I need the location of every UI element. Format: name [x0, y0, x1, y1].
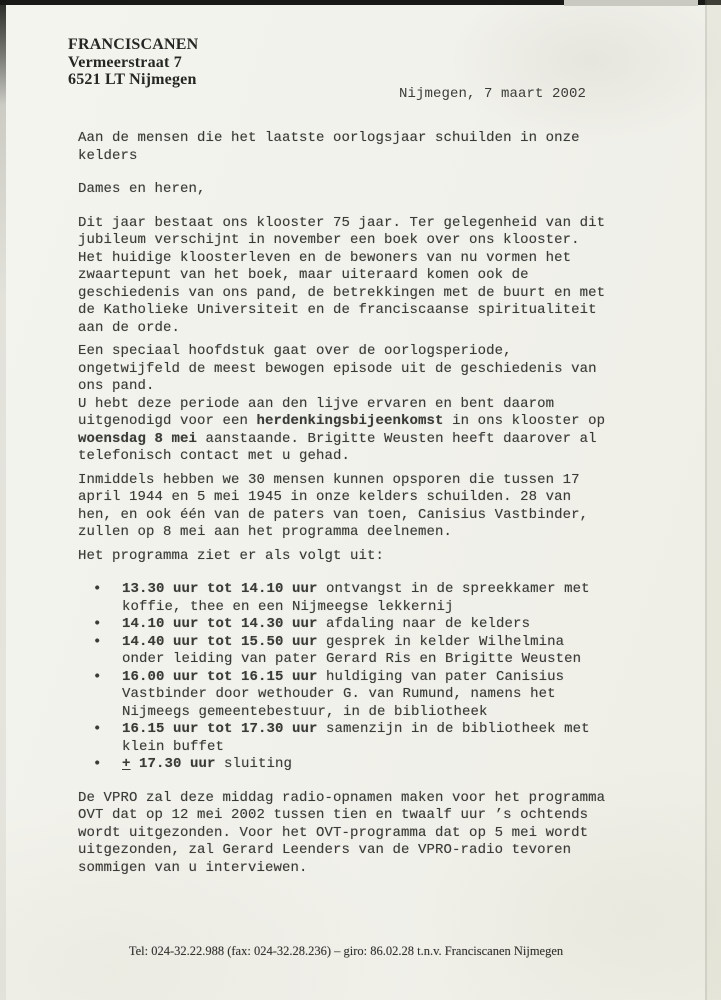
- dateline: Nijmegen, 7 maart 2002: [399, 86, 587, 102]
- text-line: [78, 825, 653, 843]
- text-line: [122, 739, 653, 757]
- program-item: [93, 616, 653, 634]
- text-segment: Het huidige kloosterleven en de bewoners van nu vormen het: [78, 249, 572, 266]
- text-line: [78, 285, 653, 303]
- program-item-text: [122, 669, 653, 722]
- program-item-text: [122, 721, 653, 756]
- bullet-icon: •: [93, 633, 102, 650]
- text-line: [78, 181, 653, 199]
- text-segment: kelders: [78, 147, 138, 164]
- sender-name: FRANCISCANEN: [68, 36, 199, 53]
- text-segment: herdenkingsbijeenkomst: [256, 413, 444, 429]
- text-segment: afdaling naar de kelders: [317, 616, 531, 632]
- program-item-text: [122, 634, 653, 669]
- bullet-icon: •: [93, 581, 102, 597]
- text-segment: OVT dat op 12 mei 2002 tussen tien en twaalf uur ’s ochtends: [78, 807, 589, 823]
- text-line: [78, 548, 653, 566]
- text-segment: samenzijn in de bibliotheek met: [317, 721, 590, 737]
- program-item-text: [122, 616, 653, 634]
- text-line: [78, 431, 653, 449]
- program-item: [93, 721, 653, 756]
- program-list: [93, 581, 653, 774]
- scan-artifact-top-bar-light: [564, 0, 698, 6]
- program-item-text: [122, 581, 653, 616]
- text-line: [78, 320, 653, 338]
- text-line: [78, 378, 653, 396]
- text-line: [122, 599, 653, 617]
- text-segment: aan de orde.: [78, 319, 181, 336]
- p-vpro: [78, 790, 653, 878]
- text-line: [122, 669, 653, 687]
- text-line: [122, 721, 653, 739]
- letterhead: [68, 36, 198, 89]
- text-segment: Vastbinder door wethouder G. van Rumund, namens het: [122, 686, 556, 702]
- text-segment: Nijmeegs gemeentebestuur, in de bibliotheek: [122, 703, 488, 720]
- footer-contact: Tel: 024-32.22.988 (fax: 024-32.28.236) – giro: 86.02.28 t.n.v. Franciscanen Nijmegen: [128, 944, 564, 958]
- text-segment: april 1944 en 5 mei 1945 in onze kelders schuilden. 28 van: [78, 489, 572, 505]
- program-item-text: [122, 756, 653, 774]
- text-line: [78, 413, 653, 431]
- p-jubileum: [78, 215, 653, 338]
- text-line: [122, 651, 653, 669]
- bullet-icon: •: [93, 721, 102, 737]
- text-line: [78, 267, 653, 285]
- text-line: [78, 860, 653, 878]
- program-item: [93, 634, 653, 669]
- text-segment: 16.00 uur tot 16.15 uur: [122, 668, 318, 685]
- text-segment: +: [122, 756, 131, 772]
- text-segment: 17.30 uur: [130, 756, 216, 772]
- text-segment: zwaartepunt van het boek, maar uiteraard komen ook de: [78, 267, 529, 283]
- text-segment: de Katholieke Universiteit en de franciscaanse spiritualiteit: [78, 302, 597, 318]
- text-segment: zullen op 8 mei aan het programma deelnemen.: [78, 524, 453, 540]
- text-segment: Aan de mensen die het laatste oorlogsjaar schuilden in onze: [78, 130, 580, 146]
- p-oorlogsperiode: [78, 343, 653, 466]
- text-line: [78, 232, 653, 250]
- text-segment: aanstaande. Brigitte Weusten heeft daarover al: [197, 430, 597, 447]
- p-programma-intro: [78, 548, 653, 566]
- text-segment: ons pand.: [78, 378, 155, 394]
- text-line: [122, 686, 653, 704]
- text-line: [122, 756, 653, 774]
- text-segment: Het programma ziet er als volgt uit:: [78, 547, 385, 564]
- text-segment: uitgezonden, zal Gerard Leenders van de VPRO-radio tevoren: [78, 842, 572, 858]
- text-segment: gesprek in kelder Wilhelmina: [317, 633, 565, 650]
- letter-body: [78, 130, 653, 893]
- text-segment: 13.30 uur tot 14.10 uur: [122, 581, 318, 597]
- text-segment: 16.15 uur tot 17.30 uur: [122, 721, 318, 737]
- p-opsporing: [78, 472, 653, 542]
- text-line: [78, 472, 653, 490]
- text-segment: ontvangst in de spreekkamer met: [317, 581, 590, 597]
- text-segment: woensdag 8 mei: [78, 430, 198, 447]
- sender-street: Vermeerstraat 7: [68, 53, 182, 71]
- text-line: [78, 343, 653, 361]
- text-line: [78, 507, 653, 525]
- text-line: [122, 616, 653, 634]
- recipient: [78, 130, 653, 165]
- text-line: [78, 361, 653, 379]
- text-line: [78, 524, 653, 542]
- text-segment: geschiedenis van ons pand, de betrekkingen met de buurt en met: [78, 284, 606, 301]
- sender-city: 6521 LT Nijmegen: [68, 71, 197, 88]
- scan-artifact-left-edge: [0, 0, 6, 1000]
- text-segment: in ons klooster op: [443, 413, 606, 429]
- text-line: [78, 215, 653, 233]
- text-line: [78, 790, 653, 808]
- scan-artifact-right-strip: [707, 0, 721, 1000]
- text-segment: wordt uitgezonden. Voor het OVT-programma dat op 5 mei wordt: [78, 824, 589, 841]
- salutation: [78, 181, 653, 199]
- program-item: [93, 669, 653, 722]
- text-segment: De VPRO zal deze middag radio-opnamen maken voor het programma: [78, 789, 606, 806]
- text-line: [78, 842, 653, 860]
- text-segment: huldiging van pater Canisius: [317, 668, 565, 685]
- program-item: [93, 581, 653, 616]
- text-line: [78, 250, 653, 268]
- text-segment: U hebt deze periode aan den lijve ervaren en bent daarom: [78, 395, 555, 412]
- text-segment: 14.10 uur tot 14.30 uur: [122, 616, 318, 632]
- text-line: [122, 581, 653, 599]
- bullet-icon: •: [93, 668, 102, 685]
- text-segment: sommigen van u interviewen.: [78, 859, 308, 876]
- bullet-icon: •: [93, 756, 102, 772]
- program-item: [93, 756, 653, 774]
- text-segment: 14.40 uur tot 15.50 uur: [122, 633, 318, 650]
- text-segment: hen, en ook één van de paters van toen, Canisius Vastbinder,: [78, 506, 589, 523]
- text-line: [78, 148, 653, 166]
- text-segment: Dames en heren,: [78, 181, 206, 197]
- text-segment: onder leiding van pater Gerard Ris en Brigitte Weusten: [122, 651, 582, 667]
- text-segment: jubileum verschijnt in november een boek over ons klooster.: [78, 232, 580, 248]
- text-segment: telefonisch contact met u gehad.: [78, 448, 351, 464]
- text-line: [78, 130, 653, 148]
- text-segment: Een speciaal hoofdstuk gaat over de oorlogsperiode,: [78, 343, 512, 359]
- text-segment: Dit jaar bestaat ons klooster 75 jaar. Ter gelegenheid van dit: [78, 214, 606, 231]
- text-line: [78, 448, 653, 466]
- bullet-icon: •: [93, 616, 102, 632]
- text-segment: ongetwijfeld de meest bewogen episode uit de geschiedenis van: [78, 360, 597, 377]
- text-line: [78, 807, 653, 825]
- text-line: [78, 396, 653, 414]
- text-segment: sluiting: [215, 756, 293, 772]
- text-line: [122, 634, 653, 652]
- text-segment: uitgenodigd voor een: [78, 413, 257, 429]
- text-segment: klein buffet: [122, 738, 225, 755]
- text-line: [122, 704, 653, 722]
- text-line: [78, 489, 653, 507]
- text-segment: Inmiddels hebben we 30 mensen kunnen opsporen die tussen 17: [78, 471, 580, 488]
- text-segment: koffie, thee en een Nijmeegse lekkernij: [122, 598, 454, 615]
- text-line: [78, 302, 653, 320]
